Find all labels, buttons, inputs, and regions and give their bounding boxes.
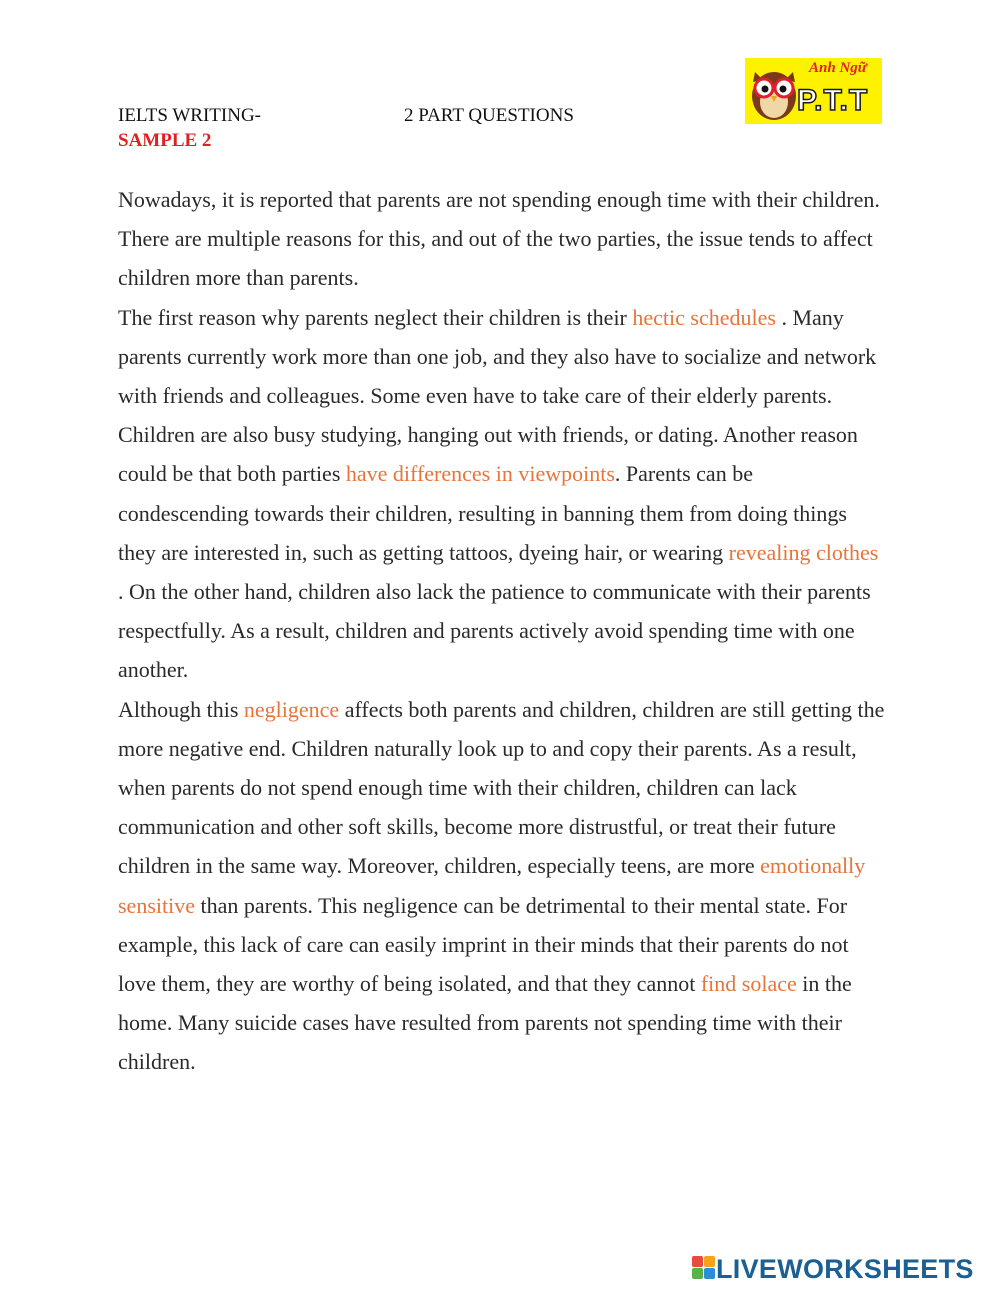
liveworksheets-logo-icon [692,1256,716,1280]
essay-text: Nowadays, it is reported that parents are not spending enough time with their children. There are multiple reasons for this, and out of the two parties, the issue tends to affect children more than parents. [118,187,880,291]
essay-text: . On the other hand, children also lack the patience to communicate with their parents respectfully. As a result, children and parents actively avoid spending time with one another. [118,579,871,683]
essay-paragraph-reasons [118,298,888,690]
essay-text: The first reason why parents neglect their children is their [118,304,633,330]
essay-text: . Many parents currently work more than one job, and they also have to socialize and network with friends and colleagues. Some even have to take care of their elderly parents. Children are also busy studying, hanging out with friends, or dating. Another reason could be that both parties [118,304,877,487]
highlighted-phrase: revealing clothes [728,539,879,565]
question-type-label: 2 PART QUESTIONS [404,105,574,126]
essay-text: affects both parents and children, children are still getting the more negative end. Children naturally look up to and copy their parents. As a result, when parents do not spend enough time with their children, children can lack communication and other soft skills, become more distrustful, or treat their future children in the same way. Moreover, children, especially teens, are more [118,696,885,879]
essay-text: . Parents can be condescending towards their children, resulting in banning them from doing things they are interested in, such as getting tattoos, dyeing hair, or wearing [118,461,847,565]
essay-text: Although this [118,696,244,722]
logo-main-text: P.T.T [797,84,869,117]
essay-paragraph-intro [118,180,888,298]
ptt-logo [745,58,882,124]
owl-with-glasses-icon [745,58,805,124]
highlighted-phrase: hectic schedules [632,304,776,330]
essay-text: than parents. This negligence can be detrimental to their mental state. For example, this lack of care can easily imprint in their minds that their parents do not love them, they are worthy of being isolated, and that they cannot [118,892,849,997]
liveworksheets-footer[interactable] [692,1254,992,1284]
logo-top-text: Anh Ngữ [809,60,867,76]
liveworksheets-brand: LIVEWORKSHEETS [716,1254,974,1284]
essay-paragraph-effects [118,690,888,1082]
essay-body [118,180,888,1082]
essay-text: in the home. Many suicide cases have resulted from parents not spending time with their children. [118,971,852,1075]
highlighted-phrase: emotionally sensitive [118,853,866,918]
sample-label: SAMPLE 2 [118,130,212,151]
highlighted-phrase: find solace [700,971,797,997]
highlighted-phrase: have differences in viewpoints [345,461,615,487]
highlighted-phrase: negligence [243,696,340,722]
worksheet-title: IELTS WRITING- [118,105,262,126]
